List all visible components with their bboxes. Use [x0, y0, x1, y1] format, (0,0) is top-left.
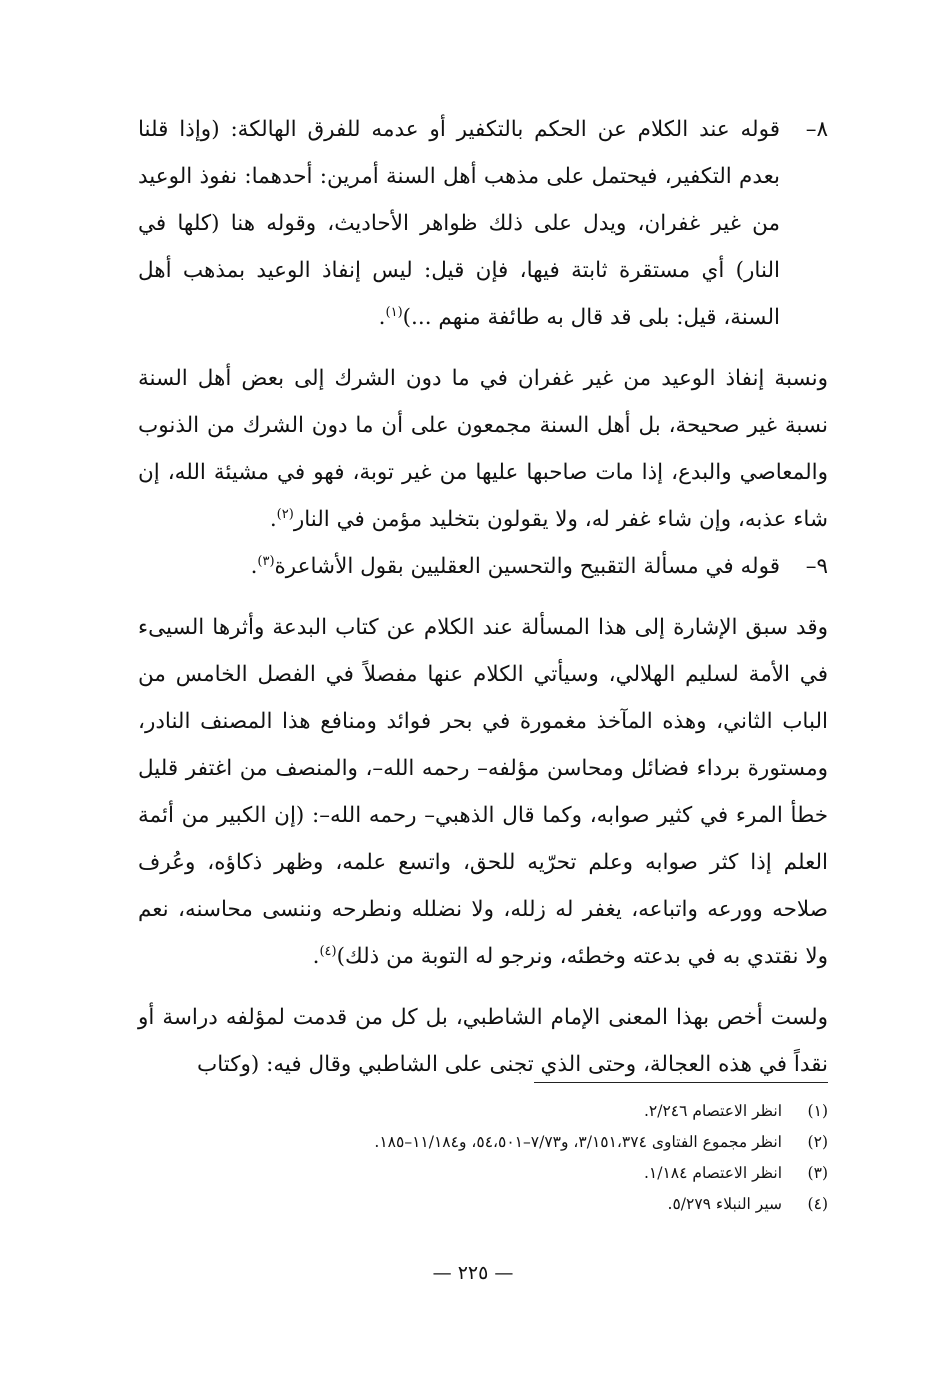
footnote-ref[interactable]: (٣) — [257, 553, 275, 569]
footnote-ref[interactable]: (١) — [385, 304, 403, 320]
footnote-ref[interactable]: (٢) — [276, 506, 294, 522]
item-number: ٩– — [805, 554, 828, 579]
paragraph-text: ونسبة إنفاذ الوعيد من غير غفران في ما دون الشرك إلى بعض أهل السنة نسبة غير صحيحة، بل أهل السنة مجمعون على أن ما دون الشرك من الذنوب والمعاصي والبدع، إذا مات صاحبها عليها من غير توبة، فهو في مشيئة الله، إن شاء عذبه، وإن شاء غفر له، ولا يقولون بتخليد مؤمن في النار — [138, 366, 828, 532]
main-text — [138, 106, 828, 1088]
footnote-text: انظر الاعتصام ١/١٨٤. — [643, 1164, 782, 1182]
footnote — [108, 1189, 828, 1220]
footnote-number: (٤) — [807, 1195, 828, 1213]
footnote — [108, 1127, 828, 1158]
footnote — [108, 1096, 828, 1127]
paragraph-text: وقد سبق الإشارة إلى هذا المسألة عند الكلام عن كتاب البدعة وأثرها السيىء في الأمة لسليم الهلالي، وسيأتي الكلام عنها مفصلاً في الفصل الخامس من الباب الثاني، وهذه المآخذ مغمورة في بحر فوائد ومنافع هذا المصنف النادر، ومستورة برداء فضائل ومحاسن مؤلفه– رحمه الله–، والمنصف من اغتفر قليل خطأ المرء في كثير صوابه، وكما قال الذهبي– رحمه الله–: (إن الكبير من أئمة العلم إذا كثر صوابه وعلم تحرّيه للحق، واتسع علمه، وظهر ذكاؤه، وعُرف صلاحه وورعه واتباعه، يغفر له زلله، ولا نضلله ونطرحه وننسى محاسنه، نعم ولا نقتدي به في بدعته وخطئه، ونرجو له التوبة من ذلك) — [138, 615, 828, 969]
footnotes — [108, 1096, 828, 1220]
footnote-ref[interactable]: (٤) — [319, 943, 337, 959]
footnote-text: سير النبلاء ٥/٢٧٩. — [667, 1195, 782, 1213]
footnote — [108, 1158, 828, 1189]
footnote-separator — [534, 1082, 828, 1083]
footnote-text: انظر الاعتصام ٢/٢٤٦. — [643, 1102, 782, 1120]
footnote-number: (٣) — [807, 1164, 828, 1182]
item-text: قوله عند الكلام عن الحكم بالتكفير أو عدمه للفرق الهالكة: (وإذا قلنا بعدم التكفير، فيحتمل على مذهب أهل السنة أمرين: أحدهما: نفوذ الوعيد من غير غفران، ويدل على ذلك ظواهر الأحاديث، وقوله هنا (كلها في النار) أي مستقرة ثابتة فيها، فإن قيل: ليس إنفاذ الوعيد بمذهب أهل السنة، قيل: بلى قد قال به طائفة منهم ...) — [138, 117, 780, 330]
paragraph: وقد سبق الإشارة إلى هذا المسألة عند الكلام عن كتاب البدعة وأثرها السيىء في الأمة لسليم الهلالي، وسيأتي الكلام عنها مفصلاً في الفصل الخامس من الباب الثاني، وهذه المآخذ مغمورة في بحر فوائد ومنافع هذا المصنف النادر، ومستورة برداء فضائل ومحاسن مؤلفه– رحمه الله–، والمنصف من اغتفر قليل خطأ المرء في كثير صوابه، وكما قال الذهبي– رحمه الله–: (إن الكبير من أئمة العلم إذا كثر صوابه وعلم تحرّيه للحق، واتسع علمه، وظهر ذكاؤه، وعُرف صلاحه وورعه واتباعه، يغفر له زلله، ولا نضلله ونطرحه وننسى محاسنه، نعم ولا نقتدي به في بدعته وخطئه، ونرجو له التوبة من ذلك)$^{(٤)}$. — [138, 615, 828, 969]
paragraph: ونسبة إنفاذ الوعيد من غير غفران في ما دون الشرك إلى بعض أهل السنة نسبة غير صحيحة، بل أهل السنة مجمعون على أن ما دون الشرك من الذنوب والمعاصي والبدع، إذا مات صاحبها عليها من غير توبة، فهو في مشيئة الله، إن شاء عذبه، وإن شاء غفر له، ولا يقولون بتخليد مؤمن في النار$^{(٢)}$. — [138, 366, 828, 532]
page-number: — ٢٢٥ — — [432, 1262, 514, 1284]
numbered-item-8: ٨– قوله عند الكلام عن الحكم بالتكفير أو عدمه للفرق الهالكة: (وإذا قلنا بعدم التكفير، فيحتمل على مذهب أهل السنة أمرين: أحدهما: نفوذ الوعيد من غير غفران، ويدل على ذلك ظواهر الأحاديث، وقوله هنا (كلها في النار) أي مستقرة ثابتة فيها، فإن قيل: ليس إنفاذ الوعيد بمذهب أهل السنة، قيل: بلى قد قال به طائفة منهم ...)$^{(١)}$. — [138, 106, 828, 341]
footnote-number: (٢) — [807, 1133, 828, 1151]
paragraph — [138, 994, 828, 1088]
paragraph-text: ولست أخص بهذا المعنى الإمام الشاطبي، بل كل من قدمت لمؤلفه دراسة أو نقداً في هذه العجالة، وحتى الذي تجنى على الشاطبي وقال فيه: (وكتاب — [138, 1005, 828, 1077]
item-number: ٨– — [805, 117, 828, 142]
footnote-number: (١) — [807, 1102, 828, 1120]
numbered-item-9: ٩– قوله في مسألة التقبيح والتحسين العقليين بقول الأشاعرة$^{(٣)}$. — [138, 543, 828, 590]
item-text: قوله في مسألة التقبيح والتحسين العقليين بقول الأشاعرة — [274, 554, 780, 579]
footnote-text: انظر مجموع الفتاوى ٣/١٥١،٣٧٤، و٧/٧٣–٥٤،٥٠١، و١١/١٨٤–١٨٥. — [374, 1133, 782, 1151]
